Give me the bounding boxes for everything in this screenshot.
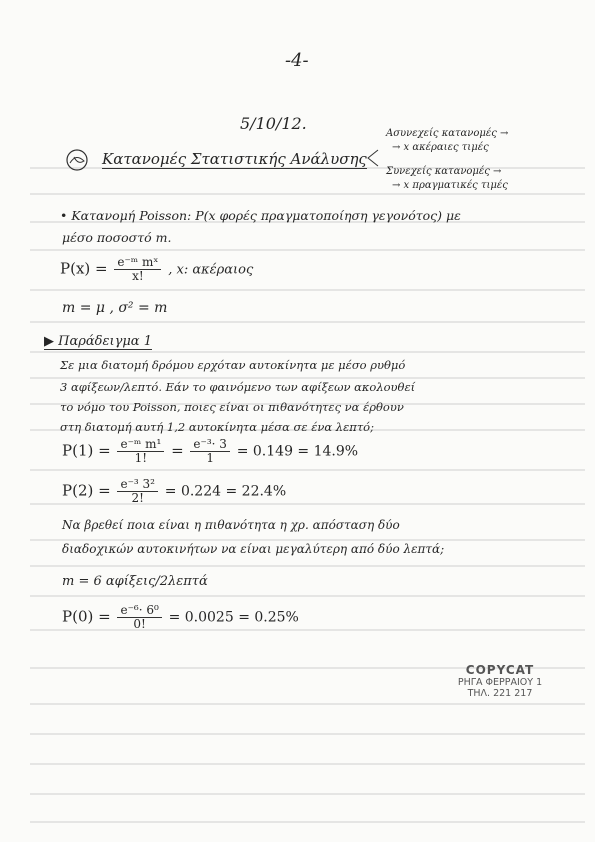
date: 5/10/12. (240, 114, 307, 133)
p0-denominator: 0! (133, 616, 146, 631)
question-line-1: Να βρεθεί ποια είναι η πιθανότητα η χρ. απόσταση δύο (62, 518, 400, 532)
p2-equation (62, 478, 286, 505)
p0-fraction (117, 604, 161, 631)
poisson-formula (60, 256, 253, 283)
example-line-3: το νόμο του Poisson, ποιες είναι οι πιθανότητες να έρθουν (60, 400, 404, 414)
example-line-1: Σε μια διατομή δρόμου ερχόταν αυτοκίνητα με μέσο ρυθμό (60, 358, 406, 372)
p2-result: = 0.224 = 22.4% (164, 483, 287, 500)
poisson-intro: • Κατανομή Poisson: P(x φορές πραγματοποίηση γεγονότος) με (60, 208, 461, 223)
branch-continuous-values: → x πραγματικές τιμές (392, 180, 508, 191)
scribble-icon (67, 150, 87, 170)
branch-discrete: Ασυνεχείς κατανομές → (386, 128, 509, 139)
poisson-params: m = μ , σ² = m (62, 300, 168, 316)
example-title: ▶ Παράδειγμα 1 (44, 334, 152, 349)
poisson-intro-2: μέσο ποσοστό m. (62, 230, 172, 245)
p1-denominator-2: 1 (206, 450, 214, 465)
p0-numerator: e⁻⁶· 6⁰ (117, 604, 161, 618)
formula-note: , x: ακέραιος (168, 262, 254, 278)
heading: Κατανομές Στατιστικής Ανάλυσης (102, 150, 367, 168)
p2-denominator: 2! (131, 490, 144, 505)
p1-fraction-2 (190, 438, 230, 465)
branch-bracket (368, 150, 378, 166)
p2-numerator: e⁻³ 3² (117, 478, 158, 492)
p1-equation (62, 438, 358, 465)
p1-lhs: P(1) = (62, 441, 111, 460)
branch-discrete-values: → x ακέραιες τιμές (392, 142, 489, 153)
page-number: -4- (285, 50, 309, 71)
p1-denominator-1: 1! (134, 450, 148, 465)
p1-result: = 0.149 = 14.9% (236, 443, 359, 460)
p0-lhs: P(0) = (62, 607, 111, 626)
p1-numerator-2: e⁻³· 3 (190, 438, 230, 452)
p1-fraction-1 (117, 438, 164, 465)
formula-lhs: P(x) = (60, 259, 108, 278)
p0-result: = 0.0025 = 0.25% (168, 609, 299, 626)
formula-numerator: e⁻ᵐ mˣ (114, 256, 161, 270)
stamp-phone: ΤΗΛ. 221 217 (467, 687, 533, 699)
example-line-4: στη διατομή αυτή 1,2 αυτοκίνητα μέσα σε ένα λεπτό; (60, 420, 374, 434)
example-line-2: 3 αφίξεων/λεπτό. Εάν το φαινόμενο των αφίξεων ακολουθεί (60, 380, 416, 394)
copy-shop-stamp (450, 664, 550, 700)
formula-fraction (114, 256, 161, 283)
p2-fraction (117, 478, 158, 505)
m6-line: m = 6 αφίξεις/2λεπτά (62, 574, 208, 589)
p0-equation (62, 604, 299, 631)
formula-denominator: x! (132, 268, 144, 283)
p1-equals: = (171, 441, 184, 460)
stamp-name: COPYCAT (465, 663, 535, 677)
branch-continuous: Συνεχείς κατανομές → (386, 166, 502, 177)
question-line-2: διαδοχικών αυτοκινήτων να είναι μεγαλύτερη από δύο λεπτά; (62, 542, 445, 556)
stamp-street: ΡΗΓΑ ΦΕΡΡΑΙΟΥ 1 (457, 676, 543, 688)
p2-lhs: P(2) = (62, 481, 111, 500)
p1-numerator-1: e⁻ᵐ m¹ (117, 438, 164, 452)
